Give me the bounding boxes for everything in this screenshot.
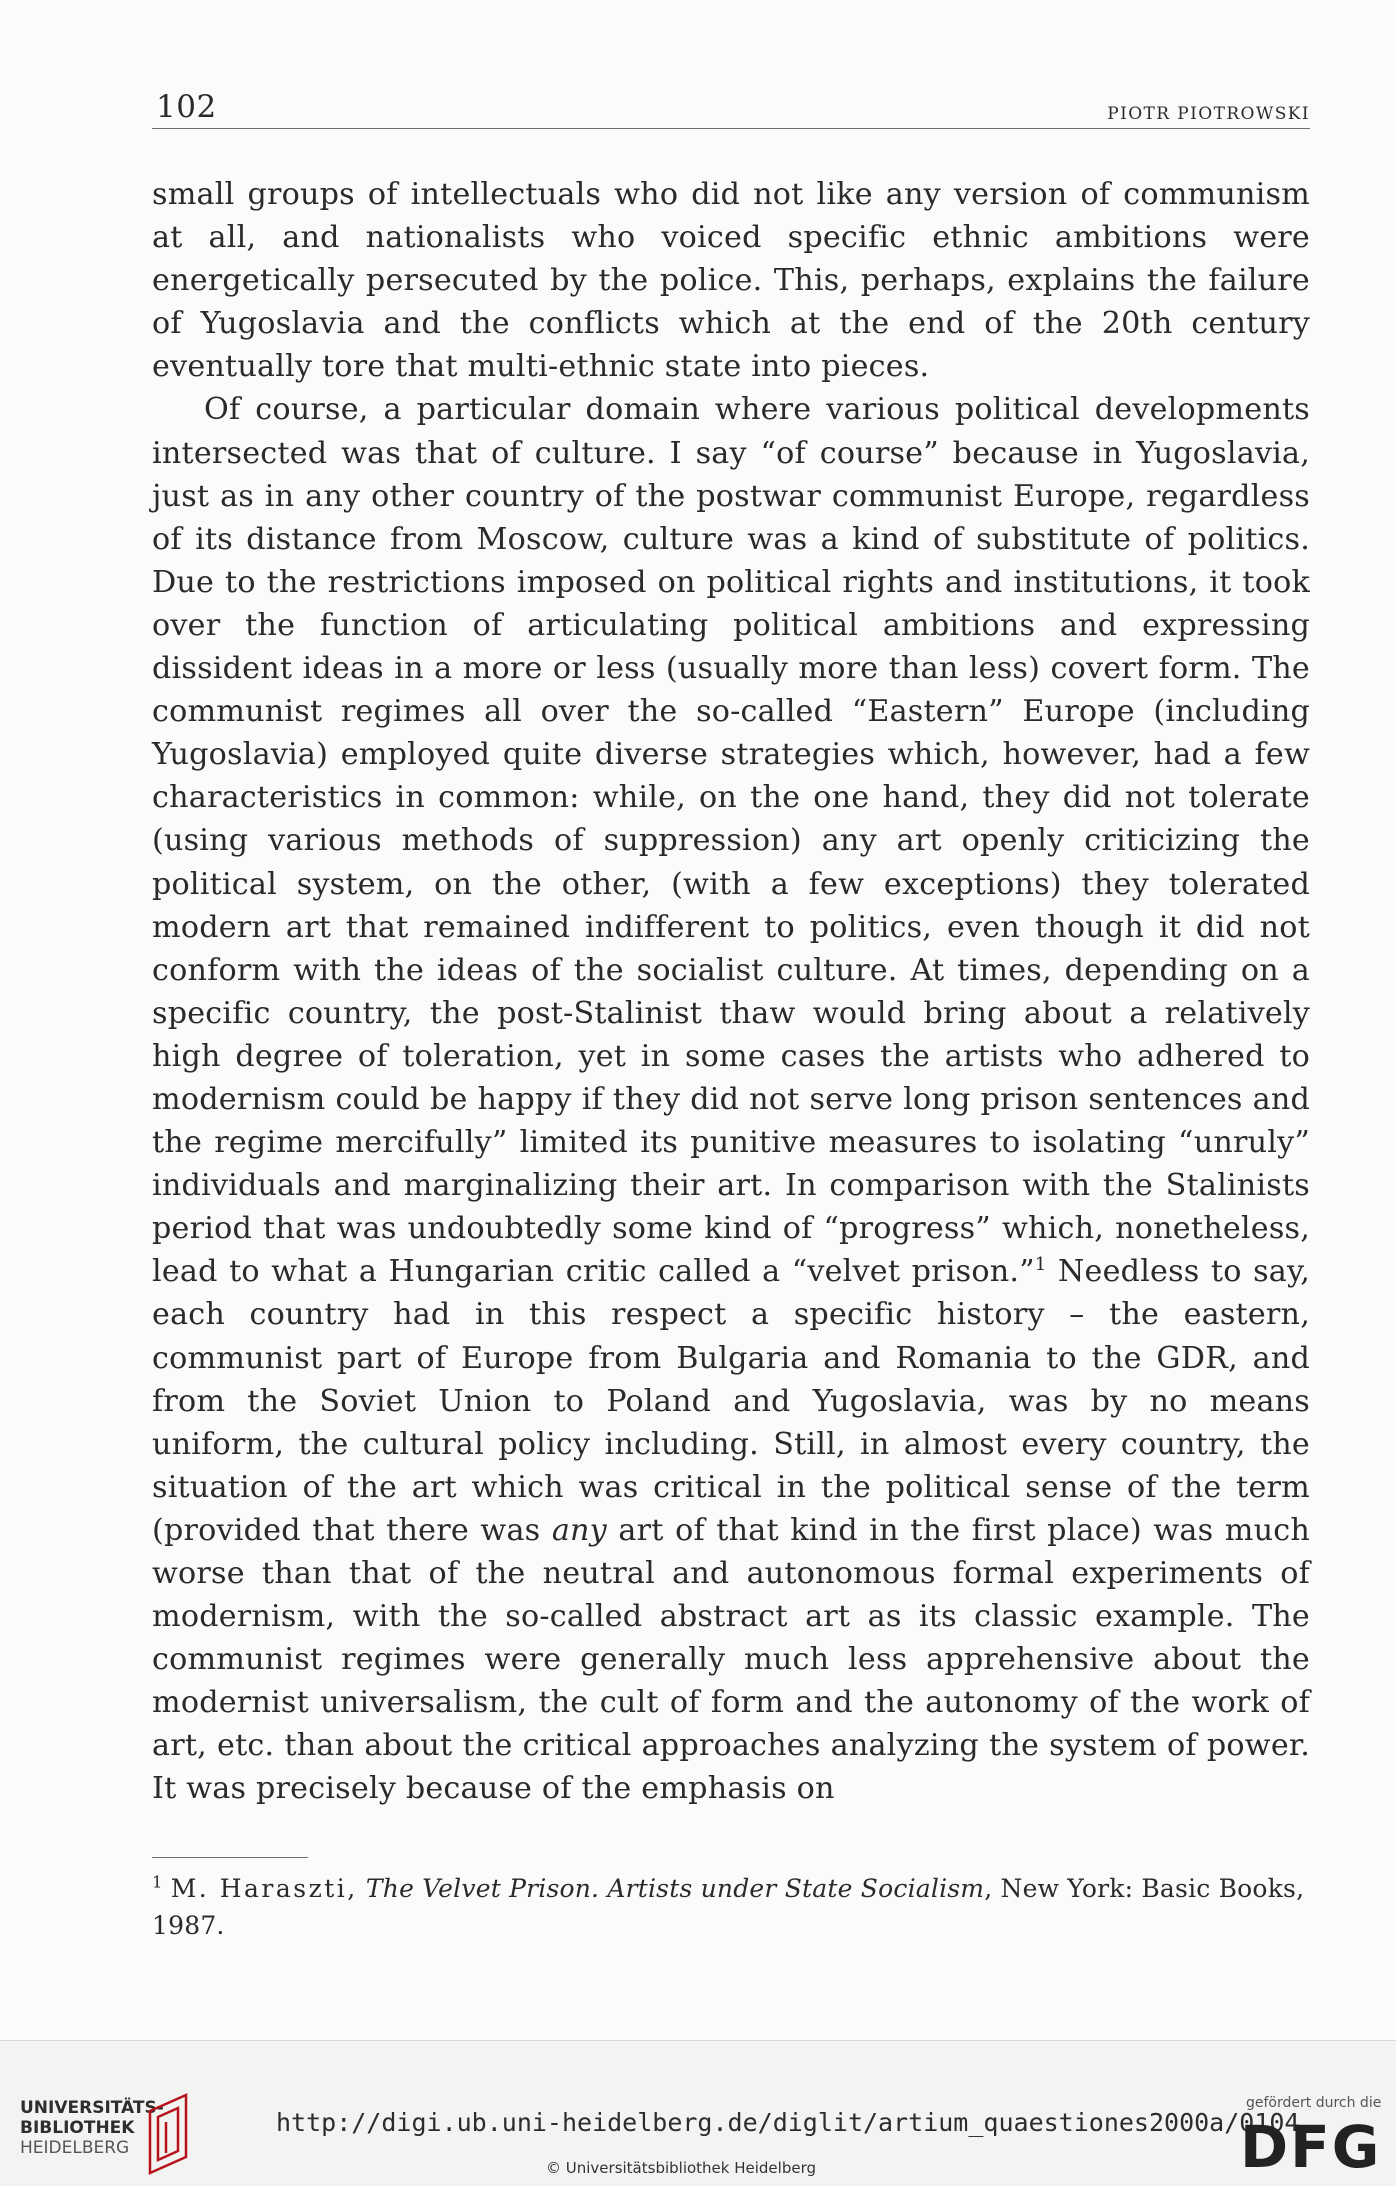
footnote [152, 1870, 1310, 1944]
footnote-rule [152, 1857, 308, 1858]
library-name-line-2: BIBLIOTHEK [20, 2118, 135, 2138]
library-name-line-3: HEIDELBERG [20, 2138, 130, 2158]
footnote-publication: , New York: Basic Books, 1987. [152, 1874, 1305, 1940]
paragraph-2-part-b: Needless to say, each country had in this respect a specific history – the eastern, communist part of Europe from Bulgaria and Romania to the GDR, and from the Soviet Union to Poland and Yugoslavia, was by no means uniform, the cultural policy including. Still, in almost every country, the situation of the art which was critical in the political sense of the term (provided that there was [152, 1254, 1310, 1548]
library-name-line-1: UNIVERSITÄTS- [20, 2098, 164, 2118]
funded-by-label: gefördert durch die [1246, 2095, 1382, 2111]
dfg-logo: DFG [1240, 2113, 1382, 2181]
footnote-number: 1 [152, 1872, 163, 1892]
copyright-notice: © Universitätsbibliothek Heidelberg [546, 2159, 817, 2177]
footnote-reference: 1 [1034, 1254, 1047, 1276]
page-number: 102 [156, 89, 217, 125]
running-header [152, 84, 1310, 129]
digitization-url-link[interactable]: http://digi.ub.uni-heidelberg.de/diglit/artium_quaestiones2000a/0104 [276, 2108, 1300, 2137]
paragraph-2-part-a: Of course, a particular domain where various political developments intersected was that of culture. I say “of course” because in Yugoslavia, just as in any other country of the postwar communist Europe, regardless of its distance from Moscow, culture was a kind of substitute of politics. Due to the restrictions imposed on political rights and institutions, it took over the function of articulating political ambitions and expressing dissident ideas in a more or less (usually more than less) covert form. The communist regimes all over the so-called “Eastern” Europe (including Yugoslavia) employed quite diverse strategies which, however, had a few characteristics in common: while, on the one hand, they did not tolerate (using various methods of suppression) any art openly criticizing the political system, on the other, (with a few exceptions) they tolerated modern art that remained indifferent to politics, even though it did not conform with the ideas of the socialist culture. At times, depending on a specific country, the post-Stalinist thaw would bring about a relatively high degree of toleration, yet in some cases the artists who adhered to modernism could be happy if they did not serve long prison sentences and the regime mercifully” limited its punitive measures to isolating “unruly” individuals and marginalizing their art. In comparison with the Stalinists period that was undoubtedly some kind of “progress” which, nonetheless, lead to what a Hungarian critic called a “velvet prison.” [152, 392, 1310, 1290]
library-footer [0, 2040, 1396, 2186]
paragraph-1: small groups of intellectuals who did not like any version of communism at all, and nationalists who voiced specific ethnic ambitions were energetically persecuted by the police. This, perhaps, explains the failure of Yugoslavia and the conflicts which at the end of the 20th century eventually tore that multi-ethnic state into pieces. [152, 177, 1310, 385]
running-author: PIOTR PIOTROWSKI [1107, 104, 1310, 124]
footnote-author: M. Haraszti, [170, 1874, 358, 1903]
paragraph-2 [152, 388, 1310, 1810]
library-emblem-icon [142, 2091, 198, 2177]
body-text [152, 173, 1310, 1811]
paragraph-2-part-c: art of that kind in the first place) was much worse than that of the neutral and autonomous formal experiments of modernism, with the so-called abstract art as its classic example. The communist regimes were generally much less apprehensive about the modernist universalism, the cult of form and the autonomy of the work of art, etc. than about the critical approaches analyzing the system of power. It was precisely because of the emphasis on [152, 1512, 1310, 1807]
emphasis-any: any [551, 1512, 607, 1548]
footnote-title: The Velvet Prison. Artists under State Socialism [365, 1874, 985, 1903]
